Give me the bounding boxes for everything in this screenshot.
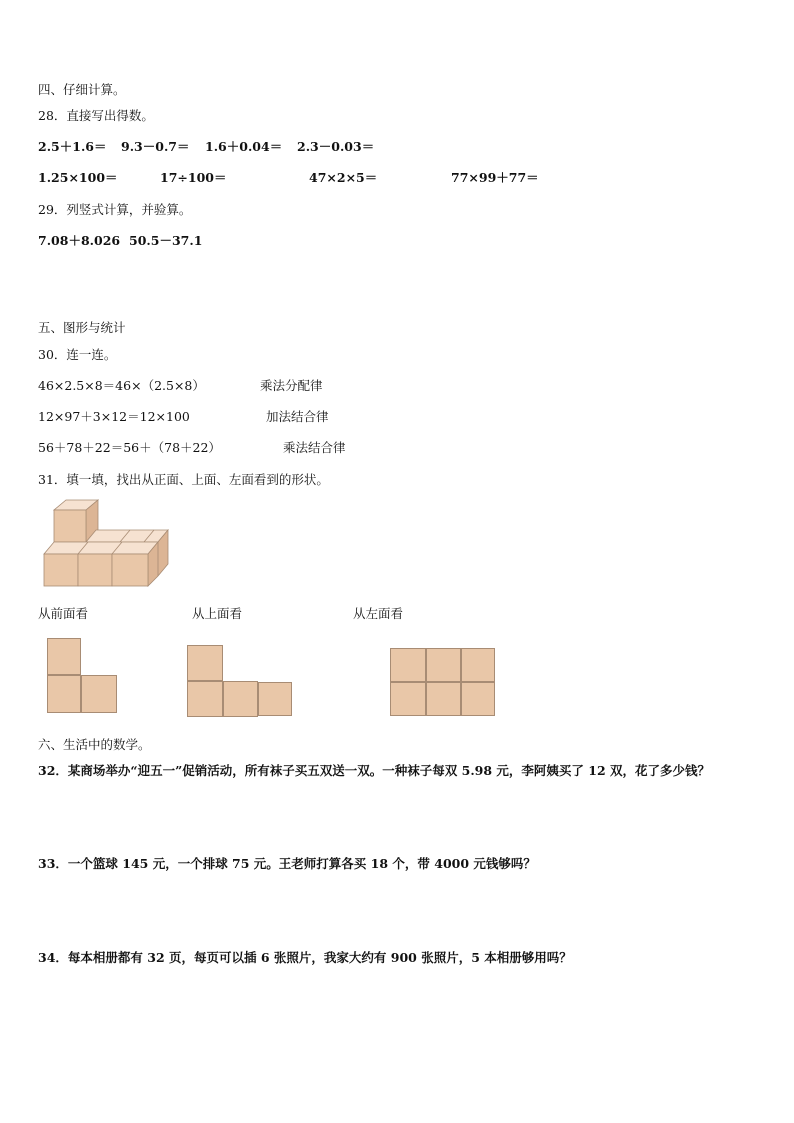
- section-heading-6: 六、生活中的数学。: [38, 737, 151, 752]
- calc-item: 77×99＋77＝: [451, 170, 539, 185]
- calc-item: 9.3－0.7＝: [121, 139, 190, 154]
- calc-item: 17÷100＝: [160, 170, 227, 185]
- match-left-item: 12×97＋3×12＝12×100: [38, 409, 190, 424]
- section-heading-5: 五、图形与统计: [38, 320, 126, 335]
- left-view-shape: [390, 648, 496, 718]
- match-left-item: 56＋78＋22＝56＋（78＋22）: [38, 440, 221, 455]
- match-right-item: 乘法结合律: [283, 440, 346, 455]
- question-32: 32．某商场举办“迎五一”促销活动，所有袜子买五双送一双。一种袜子每双 5.98 元，李阿姨买了 12 双，花了多少钱？: [38, 763, 711, 778]
- section-heading-4: 四、仔细计算。: [38, 82, 126, 97]
- question-29-label: 29．列竖式计算，并验算。: [38, 202, 192, 217]
- cube-stack-figure: [40, 498, 170, 590]
- top-view-shape: [187, 645, 293, 717]
- question-28-label: 28．直接写出得数。: [38, 108, 154, 123]
- question-31-label: 31．填一填，找出从正面、上面、左面看到的形状。: [38, 472, 329, 487]
- match-left-item: 46×2.5×8＝46×（2.5×8）: [38, 378, 205, 393]
- match-right-item: 乘法分配律: [260, 378, 323, 393]
- calc-item: 1.6＋0.04＝: [205, 139, 283, 154]
- question-30-label: 30．连一连。: [38, 347, 117, 362]
- calc-item: 47×2×5＝: [309, 170, 378, 185]
- question-33: 33．一个篮球 145 元，一个排球 75 元。王老师打算各买 18 个，带 4000 元钱够吗？: [38, 856, 536, 871]
- calc-item: 1.25×100＝: [38, 170, 118, 185]
- calc-item: 2.3－0.03＝: [297, 139, 375, 154]
- vertical-calc-item: 7.08＋8.026: [38, 233, 121, 248]
- front-view-shape: [47, 638, 119, 716]
- match-right-item: 加法结合律: [266, 409, 329, 424]
- view-label-left: 从左面看: [353, 606, 404, 621]
- view-label-front: 从前面看: [38, 606, 89, 621]
- question-34: 34．每本相册都有 32 页，每页可以插 6 张照片，我家大约有 900 张照片，5 本相册够用吗？: [38, 950, 572, 965]
- calc-item: 2.5＋1.6＝: [38, 139, 107, 154]
- vertical-calc-item: 50.5－37.1: [129, 233, 203, 248]
- view-label-top: 从上面看: [192, 606, 243, 621]
